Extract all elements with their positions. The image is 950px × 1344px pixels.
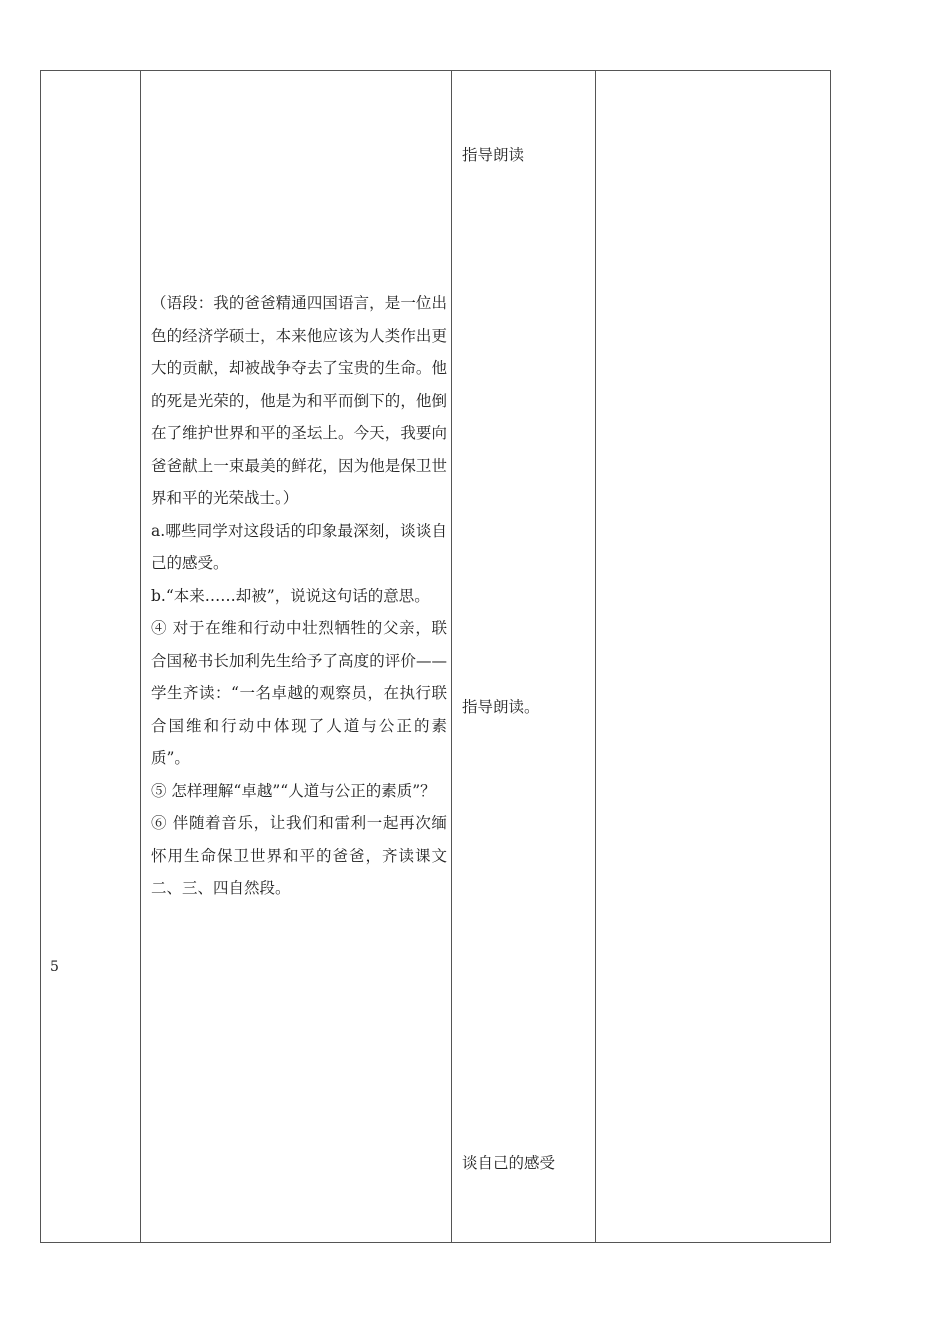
step-number: 5 [50,959,59,975]
step-number-cell [41,71,140,1242]
guidance-note-3: 谈自己的感受 [462,1154,556,1172]
guidance-note-2: 指导朗读。 [462,698,540,716]
step-4: ④ 对于在维和行动中壮烈牺牲的父亲，联合国秘书长加利先生给予了高度的评价——学生齐读：“一名卓越的观察员，在执行联合国维和行动中体现了人道与公正的素质”。 [151,619,447,767]
guidance-note-1: 指导朗读 [462,146,525,164]
lesson-table [40,70,831,1243]
question-a: a.哪些同学对这段话的印象最深刻，谈谈自己的感受。 [151,521,447,572]
teaching-content-cell [141,71,452,1242]
empty-cell [596,71,831,1242]
question-b: b.“本来……却被”，说说这句话的意思。 [151,586,430,605]
teaching-content [151,287,447,905]
step-5: ⑤ 怎样理解“卓越”“人道与公正的素质”？ [151,781,436,800]
step-6: ⑥ 伴随着音乐，让我们和雷利一起再次缅怀用生命保卫世界和平的爸爸，齐读课文二、三、四自然段。 [151,814,447,897]
guidance-cell [452,71,595,1242]
quoted-passage: （语段：我的爸爸精通四国语言，是一位出色的经济学硕士，本来他应该为人类作出更大的贡献，却被战争夺去了宝贵的生命。他的死是光荣的，他是为和平而倒下的，他倒在了维护世界和平的圣坛上。今天，我要向爸爸献上一束最美的鲜花，因为他是保卫世界和平的光荣战士。） [151,294,447,507]
